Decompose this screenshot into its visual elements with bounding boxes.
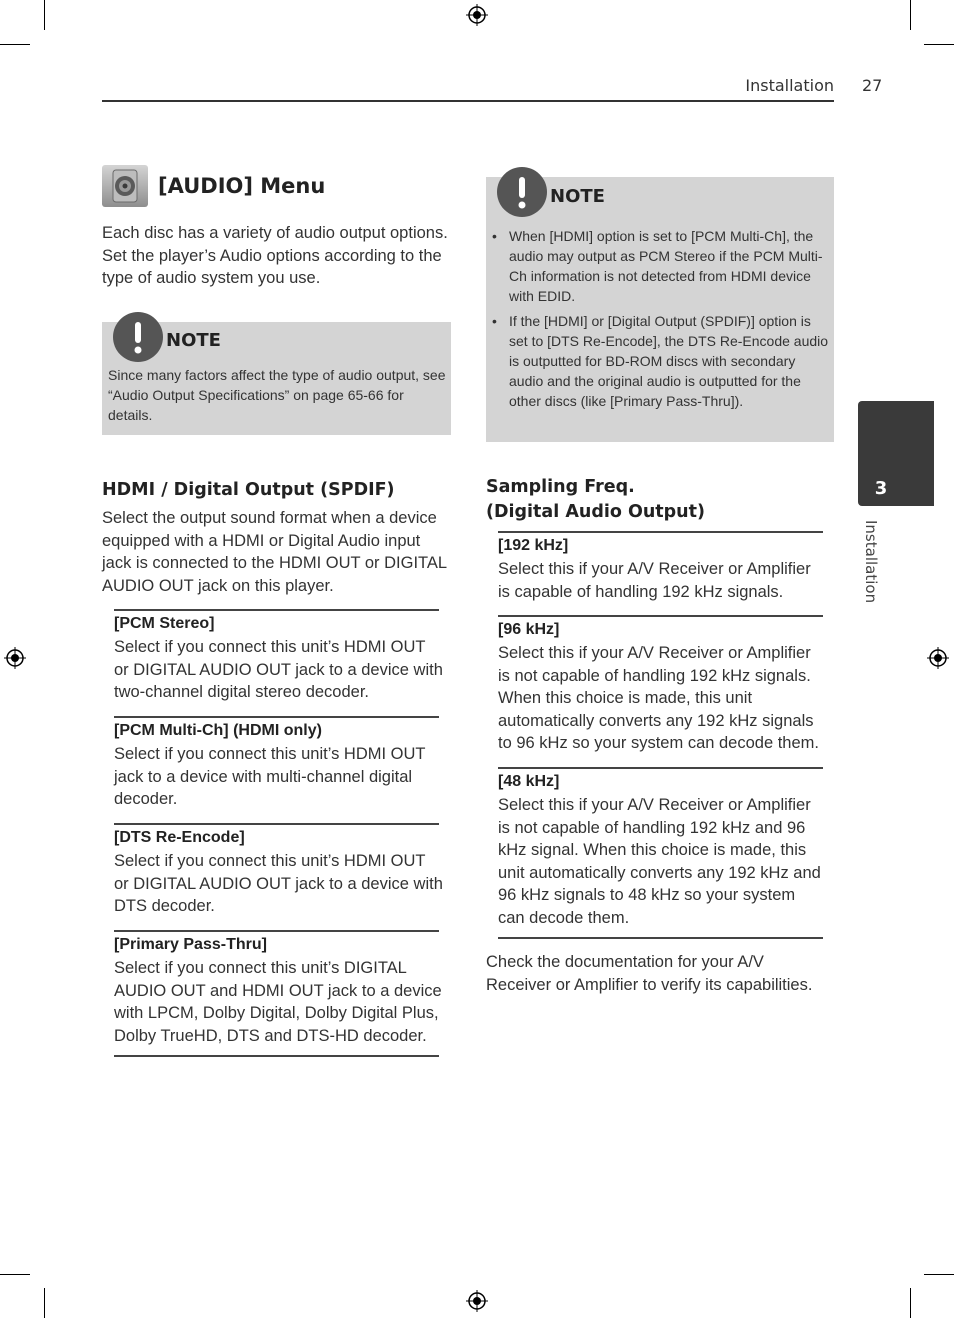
option-divider <box>114 716 439 718</box>
note-list-item: When [HDMI] option is set to [PCM Multi-Ch], the audio may output as PCM Stereo if the PCM Multi-Ch information is not detected from HDMI device with EDID. <box>509 228 823 304</box>
option-description: Select if you connect this unit’s HDMI OUT or DIGITAL AUDIO OUT jack to a device with two-channel digital stereo decoder. <box>114 638 443 701</box>
section-title-hdmi: HDMI / Digital Output (SPDIF) <box>102 480 395 500</box>
option-title: [96 kHz] <box>498 621 560 638</box>
exclamation-icon <box>113 312 163 362</box>
option-divider <box>114 1055 439 1057</box>
chapter-label: Installation <box>862 520 880 604</box>
registration-mark-icon <box>4 647 26 669</box>
crop-mark <box>910 1288 911 1318</box>
note-label: NOTE <box>166 330 221 351</box>
exclamation-icon <box>497 167 547 217</box>
option-divider <box>114 823 439 825</box>
registration-mark-icon <box>927 647 949 669</box>
option-title: [192 kHz] <box>498 537 569 554</box>
option-description: Select if you connect this unit’s DIGITAL AUDIO OUT and HDMI OUT jack to a device with LPCM, Dolby Digital, Dolby Digital Plus, Dolby TrueHD, DTS and DTS-HD decoder. <box>114 959 442 1045</box>
option-title: [PCM Multi-Ch] (HDMI only) <box>114 722 322 739</box>
registration-mark-icon <box>466 4 488 26</box>
option-divider <box>114 609 439 611</box>
page-number: 27 <box>862 76 883 95</box>
option-divider <box>498 615 823 617</box>
crop-mark <box>924 44 954 45</box>
option-description: Select this if your A/V Receiver or Amplifier is not capable of handling 192 kHz and 96 kHz signal. When this choice is made, this unit automatically converts any 192 kHz and 96 kHz signals to 48 kHz so your system can decode them. <box>498 796 821 927</box>
chapter-number: 3 <box>874 478 888 499</box>
crop-mark <box>0 1274 30 1275</box>
header-rule <box>102 100 834 102</box>
option-divider <box>498 531 823 533</box>
option-divider <box>114 930 439 932</box>
crop-mark <box>924 1274 954 1275</box>
option-divider <box>498 937 823 939</box>
option-divider <box>498 767 823 769</box>
registration-mark-icon <box>466 1290 488 1312</box>
hdmi-section-intro: Select the output sound format when a device equipped with a HDMI or Digital Audio input jack is connected to the HDMI OUT or DIGITAL AUDIO OUT jack on this player. <box>102 509 447 595</box>
speaker-icon <box>102 165 148 207</box>
header-section-title: Installation <box>745 76 834 95</box>
audio-menu-intro: Each disc has a variety of audio output options. Set the player’s Audio options according to the type of audio system you use. <box>102 224 448 287</box>
option-description: Select this if your A/V Receiver or Amplifier is capable of handling 192 kHz signals. <box>498 560 811 601</box>
crop-mark <box>44 1288 45 1318</box>
option-title: [DTS Re-Encode] <box>114 829 245 846</box>
note-label: NOTE <box>550 186 605 207</box>
option-title: [PCM Stereo] <box>114 615 215 632</box>
section-subtitle-sampling: (Digital Audio Output) <box>486 502 706 522</box>
option-description: Select if you connect this unit’s HDMI OUT jack to a device with multi-channel digital decoder. <box>114 745 426 808</box>
crop-mark <box>44 0 45 30</box>
section-title-sampling: Sampling Freq. <box>486 477 635 497</box>
option-description: Select this if your A/V Receiver or Amplifier is not capable of handling 192 kHz signals. When this choice is made, this unit automatically converts any 192 kHz signals to 96 kHz so your system can decode them. <box>498 644 819 752</box>
sampling-closing-text: Check the documentation for your A/V Receiver or Amplifier to verify its capabilities. <box>486 953 813 994</box>
option-title: [48 kHz] <box>498 773 560 790</box>
note-bullet-marker: • <box>492 313 497 329</box>
note-text: Since many factors affect the type of audio output, see “Audio Output Specifications” on page 65-66 for details. <box>108 367 446 423</box>
note-bullet-marker: • <box>492 228 497 244</box>
option-description: Select if you connect this unit’s HDMI OUT or DIGITAL AUDIO OUT jack to a device with DTS decoder. <box>114 852 443 915</box>
option-title: [Primary Pass-Thru] <box>114 936 267 953</box>
note-list-item: If the [HDMI] or [Digital Output (SPDIF)] option is set to [DTS Re-Encode], the DTS Re-Encode audio is outputted for BD-ROM discs with secondary audio and the original audio is outputted for the other discs (like [Primary Pass-Thru]). <box>509 313 829 409</box>
page-title: [AUDIO] Menu <box>158 174 326 198</box>
crop-mark <box>910 0 911 30</box>
crop-mark <box>0 44 30 45</box>
